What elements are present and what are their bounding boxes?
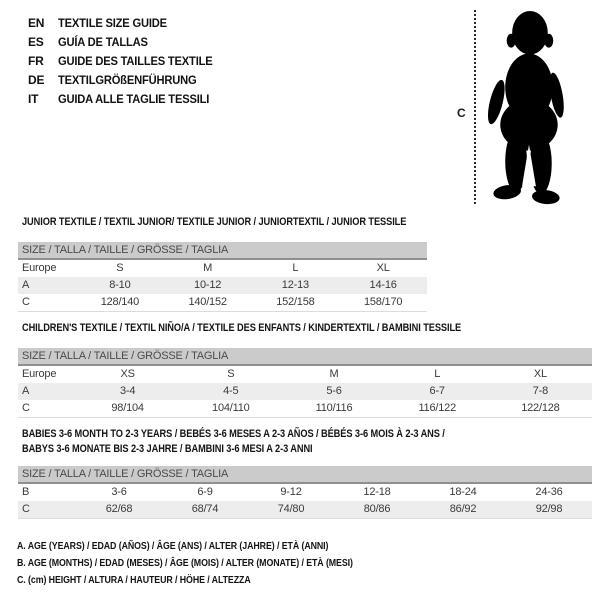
row-label: A [22,385,30,397]
table-rows [18,260,427,311]
size-cell: 14-16 [369,279,397,291]
table-rows [18,484,592,518]
size-cell: 10-12 [194,279,222,291]
size-cell: 140/152 [188,296,227,308]
table-row [18,260,427,277]
size-cell: 8-10 [109,279,131,291]
size-cell: 24-36 [535,486,563,498]
row-label: C [22,402,30,414]
footnote-c: C. (cm) HEIGHT / ALTURA / HAUTEUR / HÖHE / ALTEZZA [17,574,251,586]
children-size-table [18,322,592,418]
baby-silhouette-icon [486,8,566,206]
language-title: TEXTILGRÖßENFÜHRUNG [58,73,197,87]
language-code: ES [28,35,44,49]
size-cell: M [203,262,213,274]
size-cell: 122/128 [521,402,560,414]
table-row [18,366,592,383]
table-rows [18,366,592,417]
size-cell: 92/98 [535,503,563,515]
size-cell: 7-8 [532,385,549,397]
row-label: Europe [22,262,57,274]
size-cell: 3-4 [119,385,136,397]
size-cell: L [434,368,441,380]
language-code: FR [28,54,44,68]
size-cell: L [292,262,299,274]
size-header-band: SIZE / TALLA / TAILLE / GRÖSSE / TAGLIA [18,466,592,484]
size-header-band: SIZE / TALLA / TAILLE / GRÖSSE / TAGLIA [18,348,592,366]
junior-size-table [18,216,427,312]
size-cell: 12-13 [281,279,309,291]
language-code: DE [28,73,45,87]
footnote-a: A. AGE (YEARS) / EDAD (AÑOS) / ÂGE (ANS) / ALTER (JAHRE) / ETÀ (ANNI) [17,540,329,552]
footnote-b: B. AGE (MONTHS) / EDAD (MESES) / ÂGE (MOIS) / ALTER (MONATE) / ETÀ (MESI) [17,557,353,569]
language-row-es [28,33,224,52]
babies-size-table [18,427,592,519]
height-measure-label: C [457,106,466,120]
language-title: GUIDA ALLE TAGLIE TESSILI [58,92,210,106]
size-cell: 68/74 [191,503,219,515]
language-row-it [28,90,224,109]
size-cell: 98/104 [111,402,144,414]
table-title: CHILDREN'S TEXTILE / TEXTIL NIÑO/A / TEXTILE DES ENFANTS / KINDERTEXTIL / BAMBINI TESSILE [22,322,462,334]
size-cell: 4-5 [223,385,239,397]
size-cell: 62/68 [105,503,133,515]
size-cell: 6-9 [197,486,213,498]
row-label: C [22,503,30,515]
row-label: Europe [22,368,57,380]
language-title: GUÍA DE TALLAS [58,35,148,49]
table-row [18,400,592,417]
language-row-en [28,14,224,33]
language-title-list [28,14,224,109]
language-code: IT [28,92,39,106]
table-title [22,427,501,457]
table-title-line2: BABYS 3-6 MONATE BIS 2-3 JAHRE / BAMBINI 3-6 MESI A 2-3 ANNI [22,443,313,455]
size-cell: 128/140 [100,296,140,308]
size-cell: S [227,368,235,380]
language-row-de [28,71,224,90]
table-row [18,484,592,501]
size-cell: S [116,262,124,274]
size-cell: XL [533,368,547,380]
size-cell: M [329,368,339,380]
size-cell: XS [120,368,135,380]
table-row [18,501,592,518]
row-label: A [22,279,30,291]
size-cell: 12-18 [363,486,391,498]
size-header-band: SIZE / TALLA / TAILLE / GRÖSSE / TAGLIA [18,242,427,260]
height-measure-dotted-line [474,10,476,204]
table-title: JUNIOR TEXTILE / TEXTIL JUNIOR/ TEXTILE JUNIOR / JUNIORTEXTIL / JUNIOR TESSILE [22,216,407,228]
size-cell: 158/170 [363,296,403,308]
legend-footnotes [17,538,417,589]
language-row-fr [28,52,224,71]
size-cell: 152/158 [276,296,315,308]
size-cell: 5-6 [326,385,342,397]
size-cell: 104/110 [212,402,250,414]
size-cell: 86/92 [449,503,477,515]
size-cell: 18-24 [449,486,477,498]
row-label: C [22,296,30,308]
table-row [18,294,427,311]
row-label: B [22,486,30,498]
language-code: EN [28,16,45,30]
size-cell: XL [376,262,390,274]
size-cell: 116/122 [418,402,456,414]
language-title: TEXTILE SIZE GUIDE [58,16,167,30]
size-cell: 3-6 [111,486,127,498]
language-title: GUIDE DES TAILLES TEXTILE [58,54,213,68]
size-cell: 80/86 [363,503,391,515]
table-row [18,383,592,400]
size-cell: 6-7 [429,385,445,397]
size-cell: 9-12 [280,486,302,498]
size-cell: 110/116 [315,402,353,414]
table-title-line1: BABIES 3-6 MONTH TO 2-3 YEARS / BEBÉS 3-6 MESES A 2-3 AÑOS / BÉBÉS 3-6 MOIS À 2-3 ANS / [22,428,445,440]
table-row [18,277,427,294]
size-cell: 74/80 [277,503,305,515]
